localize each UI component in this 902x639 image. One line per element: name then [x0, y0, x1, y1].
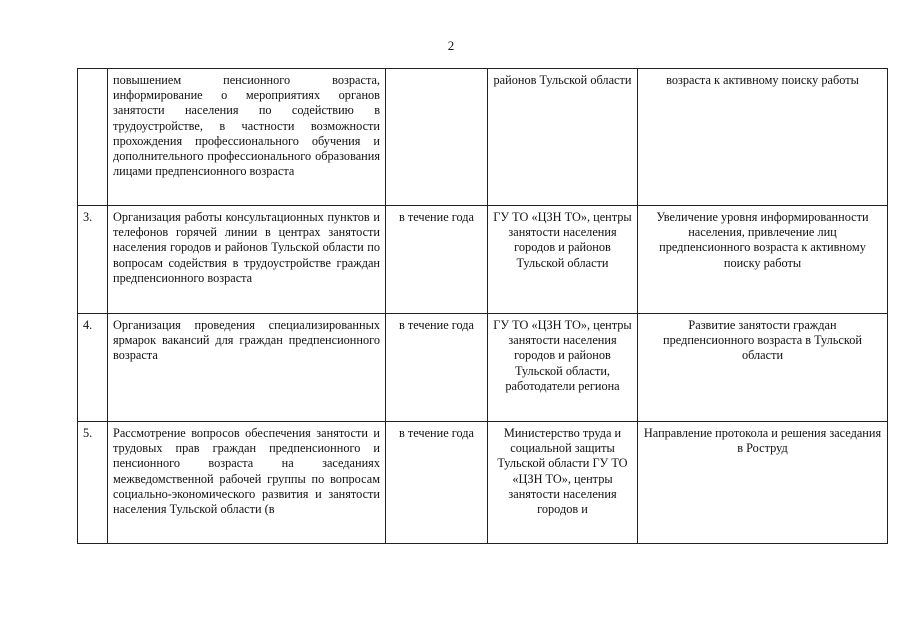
measure-executors: Министерство труда и социальной защиты Тульской области ГУ ТО «ЦЗН ТО», центры занятости населения городов и	[488, 422, 638, 544]
measure-result: Увеличение уровня информированности населения, привлечение лиц предпенсионного возраста к активному поиску работы	[638, 206, 888, 314]
measure-description: повышением пенсионного возраста, информирование о мероприятиях органов занятости населения по содействию в трудоустройстве, в частности возможности прохождения профессионального обучения и дополнительного профессионального образования лицами предпенсионного возраста	[108, 69, 386, 206]
measure-period: в течение года	[386, 206, 488, 314]
row-number: 5.	[78, 422, 108, 544]
row-number: 3.	[78, 206, 108, 314]
measure-description: Рассмотрение вопросов обеспечения занятости и трудовых прав граждан предпенсионного и пенсионного возраста на заседаниях межведомственной рабочей группы по вопросам социально-экономического развития и занятости населения Тульской области (в	[108, 422, 386, 544]
measure-period: в течение года	[386, 314, 488, 422]
row-number	[78, 69, 108, 206]
measure-description: Организация проведения специализированных ярмарок вакансий для граждан предпенсионного возраста	[108, 314, 386, 422]
table-row	[78, 206, 888, 314]
table-row	[78, 69, 888, 206]
row-number: 4.	[78, 314, 108, 422]
page-number: 2	[447, 38, 455, 53]
measure-result: Направление протокола и решения заседания в Роструд	[638, 422, 888, 544]
measures-table	[77, 68, 888, 544]
measure-period	[386, 69, 488, 206]
measure-period: в течение года	[386, 422, 488, 544]
measure-executors: ГУ ТО «ЦЗН ТО», центры занятости населения городов и районов Тульской области, работодатели региона	[488, 314, 638, 422]
measure-executors: ГУ ТО «ЦЗН ТО», центры занятости населения городов и районов Тульской области	[488, 206, 638, 314]
measure-description: Организация работы консультационных пунктов и телефонов горячей линии в центрах занятости населения городов и районов Тульской области по вопросам содействия в трудоустройстве граждан предпенсионного возраста	[108, 206, 386, 314]
measure-executors: районов Тульской области	[488, 69, 638, 206]
table-row	[78, 422, 888, 544]
table-row	[78, 314, 888, 422]
measure-result: возраста к активному поиску работы	[638, 69, 888, 206]
measure-result: Развитие занятости граждан предпенсионного возраста в Тульской области	[638, 314, 888, 422]
